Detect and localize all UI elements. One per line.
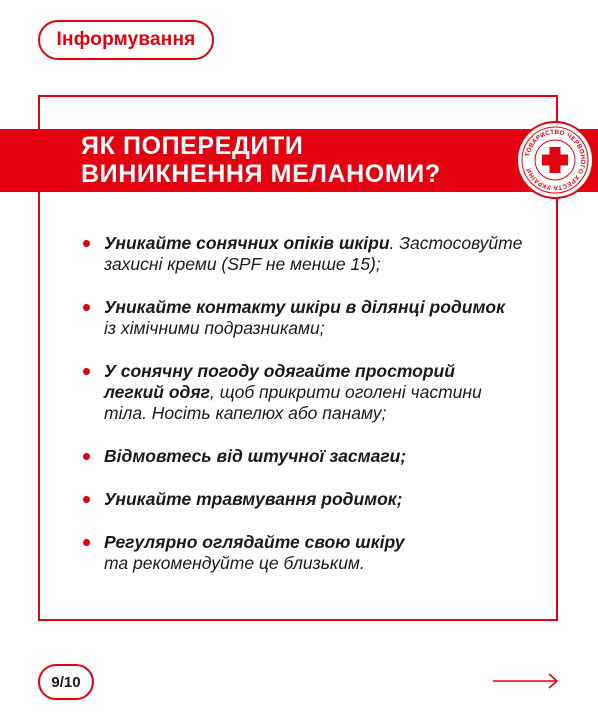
tip-text: із хімічними подразниками; <box>104 318 325 338</box>
tip-emphasis-text: Уникайте сонячних опіків шкіри <box>104 233 390 253</box>
tip-emphasis-text: Уникайте травмування родимок; <box>104 489 403 509</box>
arrow-right-icon <box>492 672 560 690</box>
tip-item <box>80 489 540 510</box>
tip-item <box>80 361 540 424</box>
tip-item <box>80 233 540 275</box>
next-page-button[interactable] <box>492 672 560 695</box>
bullet-icon <box>83 240 90 247</box>
tip-item <box>80 297 540 339</box>
tip-text: та рекомендуйте це близьким. <box>104 553 365 573</box>
tip-emphasis-text: Уникайте контакту шкіри в ділянці родимок <box>104 297 505 317</box>
tip-item <box>80 532 540 574</box>
emblem-ring-text: ТОВАРИСТВО ЧЕРВОНОГО ХРЕСТА УКРАЇНИ <box>524 128 587 192</box>
category-tag: Інформування <box>38 20 214 60</box>
tip-text: , щоб прикрити оголені частини <box>210 382 482 402</box>
tip-emphasis-text: легкий одяг <box>104 382 210 402</box>
tip-emphasis-text: Регулярно оглядайте свою шкіру <box>104 532 405 552</box>
bullet-icon <box>83 496 90 503</box>
tip-emphasis-text: У сонячну погоду одягайте просторий <box>104 361 455 381</box>
red-cross-emblem-icon <box>516 121 594 199</box>
bullet-icon <box>83 368 90 375</box>
page-indicator: 9/10 <box>38 664 94 700</box>
tip-text: захисні креми (SPF не менше 15); <box>104 254 381 274</box>
bullet-icon <box>83 304 90 311</box>
tip-item <box>80 446 540 467</box>
bullet-icon <box>83 539 90 546</box>
tips-list <box>80 233 540 596</box>
page-title <box>81 132 501 188</box>
tip-text: тіла. Носіть капелюх або панаму; <box>104 403 387 423</box>
tip-text: . Застосовуйте <box>389 233 523 253</box>
page-title-line-1: ЯК ПОПЕРЕДИТИ <box>81 132 304 160</box>
bullet-icon <box>83 453 90 460</box>
tip-emphasis-text: Відмовтесь від штучної засмаги; <box>104 446 407 466</box>
page-title-line-2: ВИНИКНЕННЯ МЕЛАНОМИ? <box>81 160 441 188</box>
